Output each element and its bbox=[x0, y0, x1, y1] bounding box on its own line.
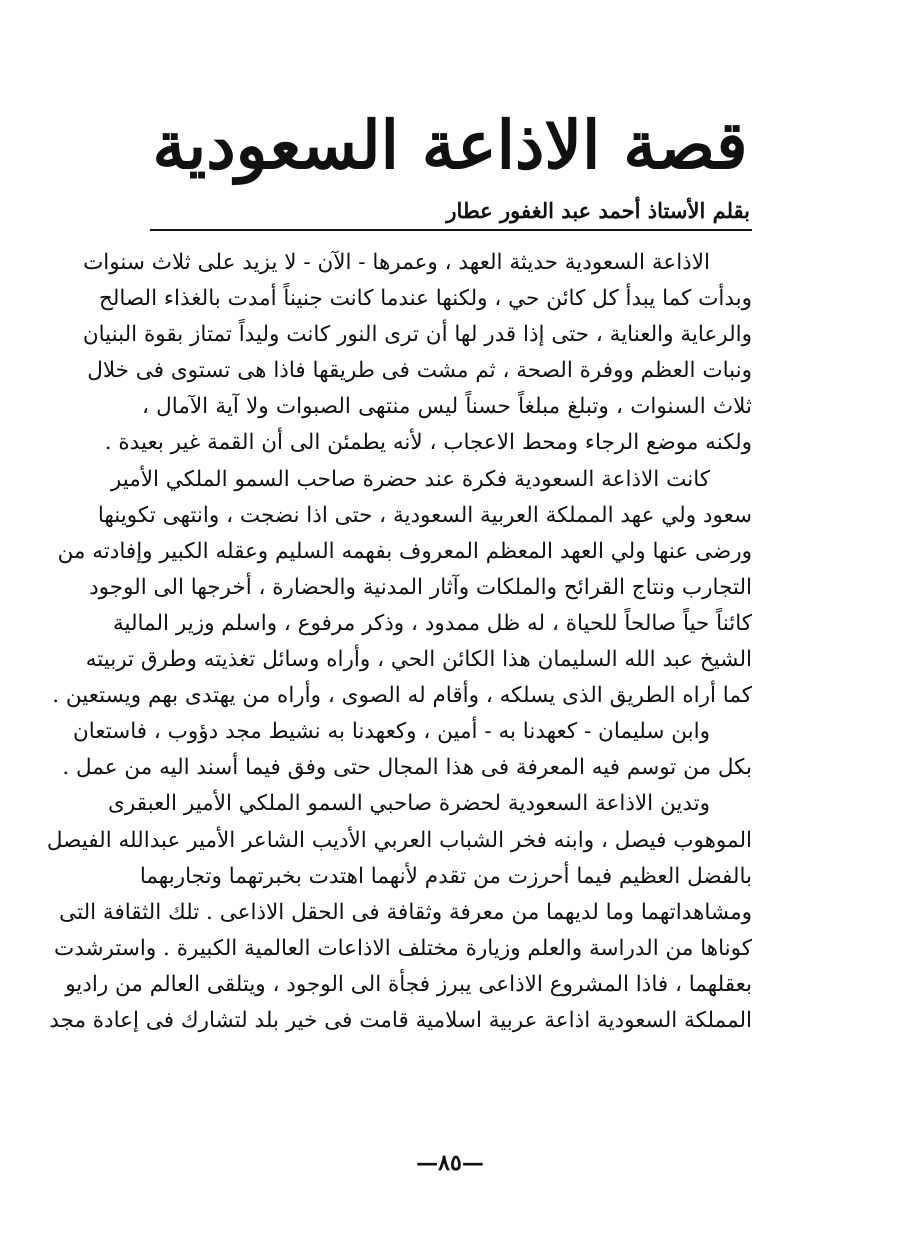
text-line: كما أراه الطريق الذى يسلكه ، وأقام له الصوى ، وأراه من يهتدى بهم ويستعين . bbox=[52, 683, 752, 709]
text-line: ولكنه موضع الرجاء ومحط الاعجاب ، لأنه يطمئن الى أن القمة غير بعيدة . bbox=[104, 430, 752, 456]
text-line: ومشاهداتهما وما لديهما من معرفة وثقافة فى الحقل الاذاعى . تلك الثقافة التى bbox=[59, 899, 752, 925]
author-byline: بقلم الأستاذ أحمد عبد الغفور عطار bbox=[446, 198, 750, 223]
article-body bbox=[46, 245, 752, 1039]
text-line: كانت الاذاعة السعودية فكرة عند حضرة صاحب السمو الملكي الأمير bbox=[110, 466, 710, 492]
page-title: قصة الاذاعة السعودية bbox=[152, 106, 748, 184]
text-line: سعود ولي عهد المملكة العربية السعودية ، حتى اذا نضجت ، وانتهى تكوينها bbox=[97, 502, 752, 528]
text-line: وبدأت كما يبدأ كل كائن حي ، ولكنها عندما كانت جنيناً أمدت بالغذاء الصالح bbox=[98, 286, 752, 312]
text-line: وتدين الاذاعة السعودية لحضرة صاحبي السمو الملكي الأمير العبقرى bbox=[108, 791, 710, 817]
text-line: كائناً حياً صالحاً للحياة ، له ظل ممدود ، وذكر مرفوع ، واسلم وزير المالية bbox=[112, 610, 752, 636]
text-line: الشيخ عبد الله السليمان هذا الكائن الحي ، وأراه وسائل تغذيته وطرق تربيته bbox=[85, 647, 752, 673]
text-line: بكل من توسم فيه المعرفة فى هذا المجال حتى وفق فيما أسند اليه من عمل . bbox=[62, 755, 752, 781]
title-divider bbox=[150, 229, 752, 231]
text-line: ونبات العظم ووفرة الصحة ، ثم مشت فى طريقها فاذا هى تستوى فى خلال bbox=[87, 358, 752, 384]
text-line: التجارب ونتاج القرائح والملكات وآثار المدنية والحضارة ، أخرجها الى الوجود bbox=[89, 574, 752, 600]
text-line: كوناها من الدراسة والعلم وزيارة مختلف الاذاعات العالمية الكبيرة . واسترشدت bbox=[53, 935, 752, 961]
text-line: وابن سليمان - كعهدنا به - أمين ، وكعهدنا به نشيط مجد دؤوب ، فاستعان bbox=[73, 719, 710, 745]
text-line: ورضى عنها ولي العهد المعظم المعروف بفهمه السليم وعقله الكبير وإفادته من bbox=[57, 538, 752, 564]
text-line: والرعاية والعناية ، حتى إذا قدر لها أن ترى النور كانت وليداً تمتاز بقوة البنيان bbox=[82, 322, 752, 348]
page-number: —٨٥— bbox=[416, 1150, 484, 1176]
text-line: الموهوب فيصل ، وابنه فخر الشباب العربي الأديب الشاعر الأمير عبدالله الفيصل bbox=[46, 827, 752, 853]
text-line: الاذاعة السعودية حديثة العهد ، وعمرها - الآن - لا يزيد على ثلاث سنوات bbox=[83, 250, 710, 275]
text-line: ثلاث السنوات ، وتبلغ مبلغاً حسناً ليس منتهى الصبوات ولا آية الآمال ، bbox=[142, 394, 752, 420]
text-line: بعقلهما ، فاذا المشروع الاذاعى يبرز فجأة الى الوجود ، ويتلقى العالم من راديو bbox=[65, 971, 752, 997]
text-line: المملكة السعودية اذاعة عربية اسلامية قامت فى خير بلد لتشارك فى إعادة مجد bbox=[49, 1007, 752, 1033]
text-line: بالفضل العظيم فيما أحرزت من تقدم لأنهما اهتدت بخبرتهما وتجاربهما bbox=[139, 863, 752, 889]
